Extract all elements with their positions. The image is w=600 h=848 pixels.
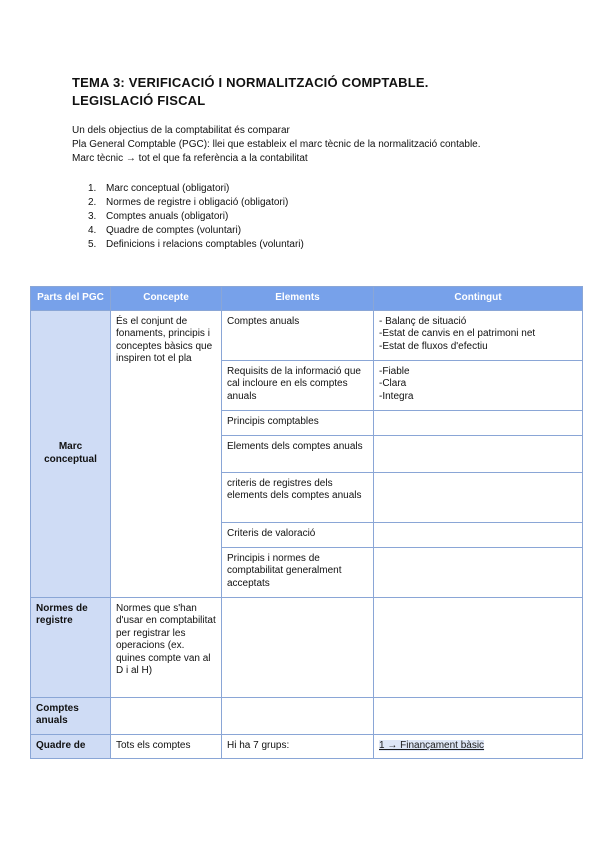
cell-contingut <box>374 734 583 758</box>
list-number: 5. <box>88 239 97 250</box>
row-head-normes: Normes de registre <box>31 597 111 697</box>
header-contingut: Contingut <box>374 287 583 311</box>
cell-contingut <box>374 697 583 734</box>
list-item <box>88 224 488 238</box>
cell-contingut <box>374 410 583 435</box>
pgc-table <box>30 286 583 759</box>
cell-element: Elements dels comptes anuals <box>222 435 374 472</box>
table-row <box>31 734 583 758</box>
list-text: Definicions i relacions comptables (voluntari) <box>106 239 304 250</box>
cell-element <box>222 597 374 697</box>
financament-link[interactable]: 1 → Finançament bàsic <box>379 739 485 751</box>
header-elements: Elements <box>222 287 374 311</box>
cell-element: Principis i normes de comptabilitat generalment acceptats <box>222 547 374 597</box>
intro-line-3: Marc tècnic → tot el que fa referència a la contabilitat <box>72 153 308 164</box>
list-text: Marc conceptual (obligatori) <box>106 183 230 194</box>
cell-contingut: -Fiable -Clara -Integra <box>374 360 583 410</box>
cell-element <box>222 697 374 734</box>
page-title <box>72 74 542 110</box>
intro-paragraph <box>72 124 542 166</box>
cell-contingut <box>374 472 583 522</box>
list-item <box>88 210 488 224</box>
cell-element: criteris de registres dels elements dels comptes anuals <box>222 472 374 522</box>
list-item <box>88 196 488 210</box>
list-number: 4. <box>88 225 97 236</box>
cell-contingut <box>374 435 583 472</box>
cell-concepte-quadre: Tots els comptes <box>111 734 222 758</box>
cell-element: Comptes anuals <box>222 310 374 360</box>
list-item <box>88 238 488 252</box>
cell-contingut <box>374 597 583 697</box>
cell-contingut <box>374 547 583 597</box>
list-number: 2. <box>88 197 97 208</box>
list-number: 3. <box>88 211 97 222</box>
title-line-1: TEMA 3: VERIFICACIÓ I NORMALITZACIÓ COMPTABLE. <box>72 75 429 90</box>
header-parts: Parts del PGC <box>31 287 111 311</box>
cell-element: Principis comptables <box>222 410 374 435</box>
row-head-quadre: Quadre de <box>31 734 111 758</box>
cell-element: Criteris de valoració <box>222 522 374 547</box>
table-header-row <box>31 287 583 311</box>
pgc-parts-list <box>88 182 488 252</box>
intro-line-1: Un dels objectius de la comptabilitat és comparar <box>72 125 290 136</box>
list-number: 1. <box>88 183 97 194</box>
list-item <box>88 182 488 196</box>
cell-concepte-comptes <box>111 697 222 734</box>
table-row <box>31 697 583 734</box>
cell-contingut <box>374 522 583 547</box>
row-head-marc: Marc conceptual <box>31 310 111 597</box>
list-text: Quadre de comptes (voluntari) <box>106 225 242 236</box>
cell-contingut: - Balanç de situació -Estat de canvis en el patrimoni net -Estat de fluxos d'efectiu <box>374 310 583 360</box>
intro-line-2: Pla General Comptable (PGC): llei que estableix el marc tècnic de la normalització contable. <box>72 139 481 150</box>
list-text: Comptes anuals (obligatori) <box>106 211 229 222</box>
cell-element: Hi ha 7 grups: <box>222 734 374 758</box>
cell-element: Requisits de la informació que cal incloure en els comptes anuals <box>222 360 374 410</box>
cell-concepte-marc: És el conjunt de fonaments, principis i conceptes bàsics que inspiren tot el pla <box>111 310 222 597</box>
list-text: Normes de registre i obligació (obligatori) <box>106 197 289 208</box>
cell-concepte-normes: Normes que s'han d'usar en comptabilitat per registrar les operacions (ex. quines compte van al D i al H) <box>111 597 222 697</box>
table-row <box>31 597 583 697</box>
header-concepte: Concepte <box>111 287 222 311</box>
row-head-comptes: Comptes anuals <box>31 697 111 734</box>
table-row <box>31 310 583 360</box>
title-line-2: LEGISLACIÓ FISCAL <box>72 93 206 108</box>
